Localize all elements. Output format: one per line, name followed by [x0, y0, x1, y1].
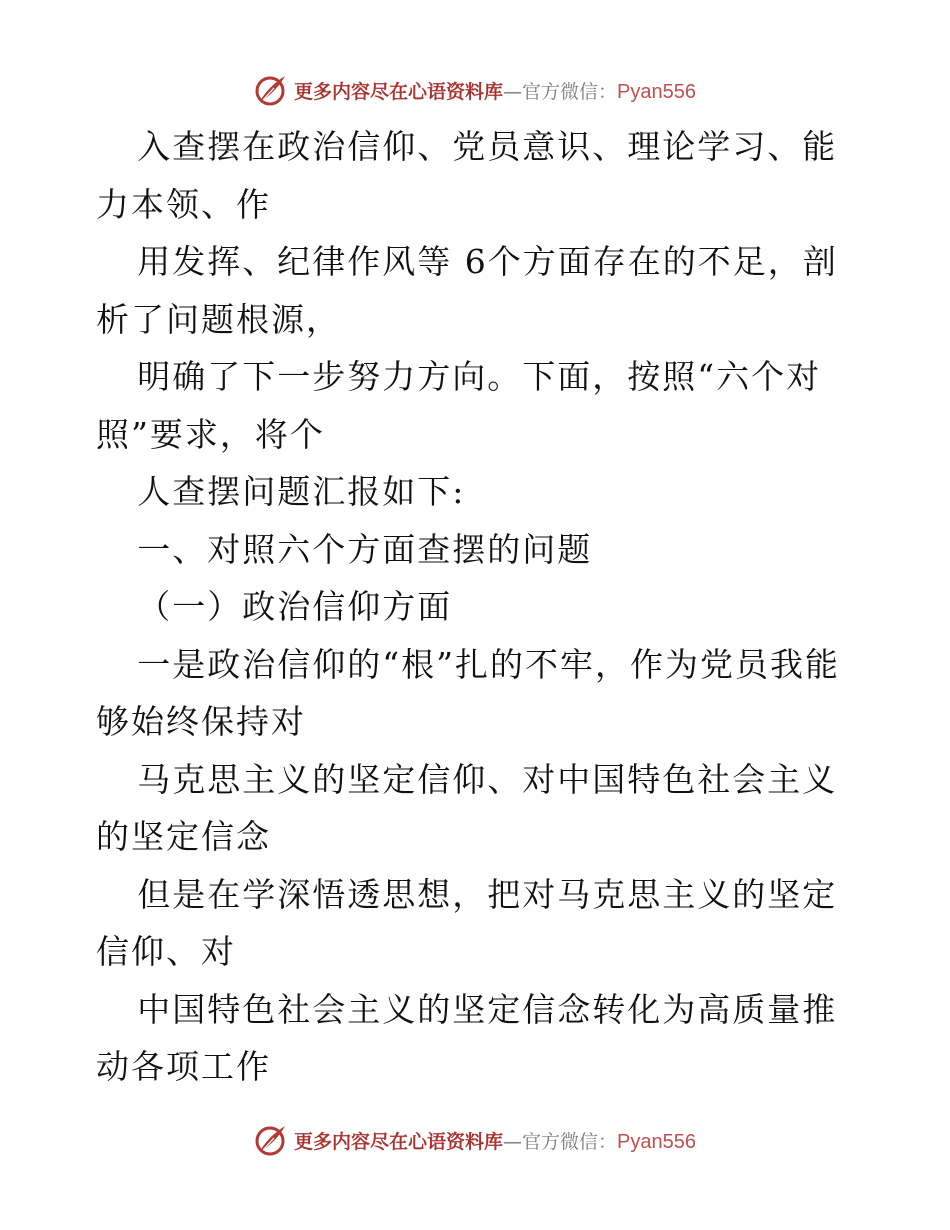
document-body	[96, 118, 856, 1096]
paragraph: 马克思主义的坚定信仰、对中国特色社会主义的坚定信念	[96, 759, 838, 856]
paragraph: 入查摆在政治信仰、党员意识、理论学习、能力本领、作	[96, 127, 838, 224]
banner-wechat-id: Pyan556	[617, 80, 696, 103]
paragraph: 人查摆问题汇报如下:	[137, 472, 466, 511]
banner-dash: —	[503, 80, 523, 103]
paragraph: 但是在学深悟透思想，把对马克思主义的坚定信仰、对	[96, 874, 838, 971]
quill-circle-icon	[254, 73, 288, 107]
banner-official-label: 官方微信：	[522, 80, 618, 103]
footer-banner	[0, 1118, 950, 1162]
banner-main-text: 更多内容尽在心语资料库	[294, 80, 504, 103]
paragraph: 用发挥、纪律作风等 6个方面存在的不足，剖析了问题根源，	[96, 242, 838, 339]
banner-text	[294, 1127, 696, 1154]
banner-main-text: 更多内容尽在心语资料库	[294, 1130, 504, 1153]
quill-circle-icon	[254, 1123, 288, 1157]
section-heading: 一、对照六个方面查摆的问题	[137, 529, 593, 569]
banner-official-label: 官方微信：	[522, 1130, 618, 1153]
banner-text	[294, 77, 696, 104]
paragraph: 一是政治信仰的“根”扎的不牢，作为党员我能够始终保持对	[96, 644, 840, 741]
banner-wechat-id: Pyan556	[617, 1130, 696, 1153]
banner-dash: —	[503, 1130, 523, 1153]
paragraph: 明确了下一步努力方向。下面，按照“六个对照”要求，将个	[96, 357, 822, 454]
header-banner	[0, 68, 950, 112]
paragraph: 中国特色社会主义的坚定信念转化为高质量推动各项工作	[96, 989, 838, 1086]
subsection-heading: （一）政治信仰方面	[137, 587, 453, 626]
